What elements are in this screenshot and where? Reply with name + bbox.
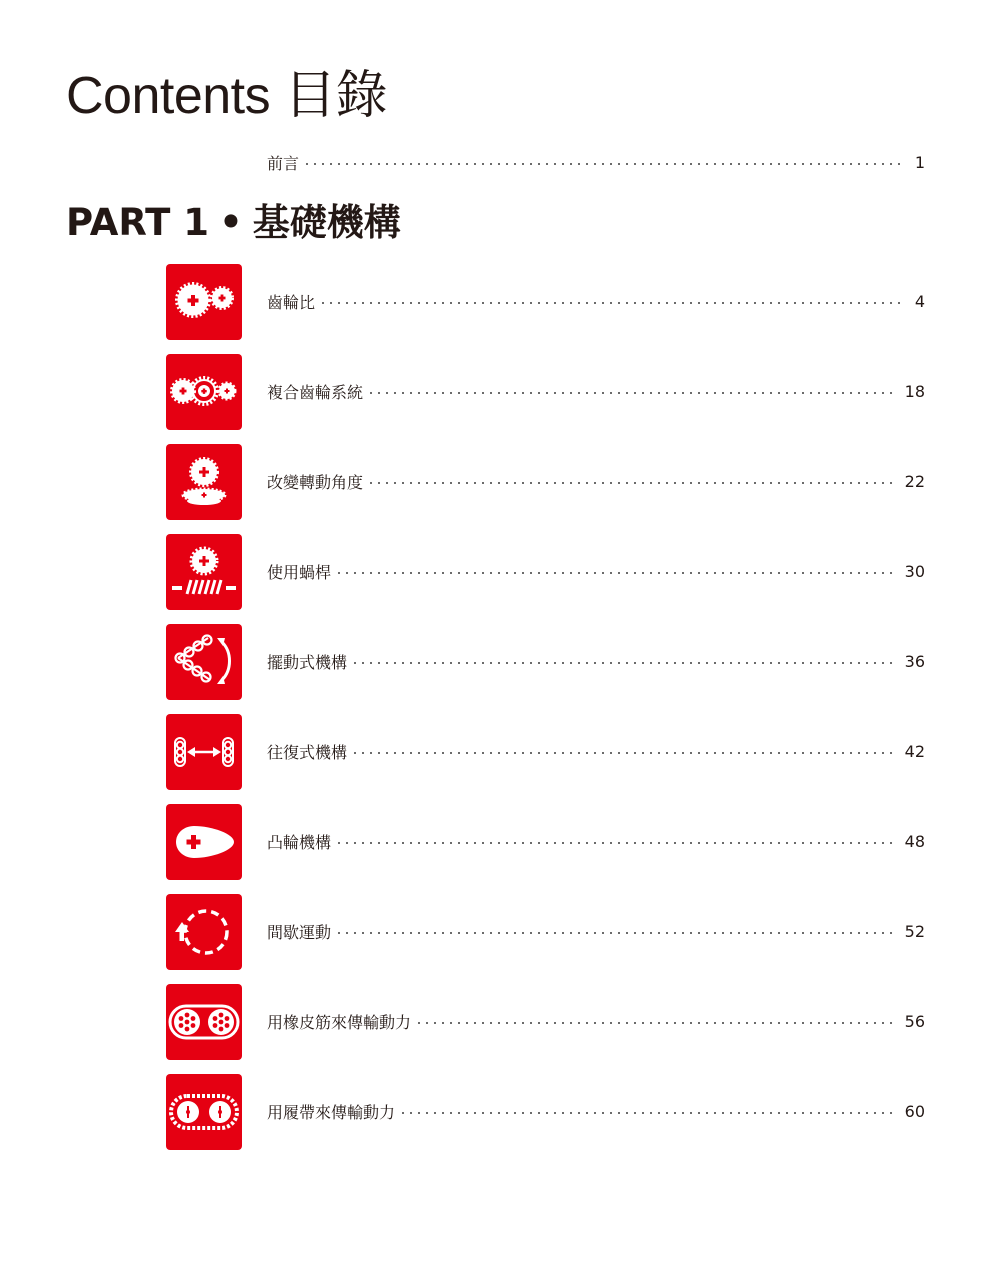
toc-entry-page: 4 (914, 291, 925, 311)
rubber-band-drive-icon (166, 984, 242, 1060)
dot-leader (367, 482, 895, 484)
dot-leader (415, 1022, 895, 1024)
dot-leader (319, 302, 905, 304)
toc-entry-page: 48 (904, 831, 925, 851)
worm-gear-icon (166, 534, 242, 610)
dot-leader (351, 752, 895, 754)
reciprocating-icon (166, 714, 242, 790)
toc-entry-page: 42 (904, 741, 925, 761)
toc-entry-label: 前言 (267, 153, 300, 173)
toc-entry-preface[interactable] (267, 149, 925, 175)
toc-entry-page: 52 (904, 921, 925, 941)
toc-entry[interactable] (267, 738, 925, 764)
toc-entry-label: 改變轉動角度 (267, 472, 364, 492)
page-title: Contents 目錄 (66, 67, 388, 125)
dot-leader (335, 572, 895, 574)
toc-entry[interactable] (267, 918, 925, 944)
dot-leader (303, 163, 905, 165)
part-number: PART 1 (66, 201, 210, 244)
toc-entry-label: 往復式機構 (267, 742, 348, 762)
intermittent-motion-icon (166, 894, 242, 970)
crawler-belt-icon (166, 1074, 242, 1150)
toc-entry-page: 1 (914, 152, 925, 172)
toc-entry[interactable] (267, 828, 925, 854)
toc-entry[interactable] (267, 648, 925, 674)
toc-entry[interactable] (267, 378, 925, 404)
dot-leader (399, 1112, 895, 1114)
bevel-gear-icon (166, 444, 242, 520)
toc-entry-page: 56 (904, 1011, 925, 1031)
toc-entry-label: 使用蝸桿 (267, 562, 332, 582)
cam-icon (166, 804, 242, 880)
dot-leader (335, 932, 895, 934)
toc-entry-label: 間歇運動 (267, 922, 332, 942)
toc-entry[interactable] (267, 288, 925, 314)
toc-entry[interactable] (267, 558, 925, 584)
dot-leader (351, 662, 895, 664)
gear-pair-icon (166, 264, 242, 340)
toc-entry-label: 複合齒輪系統 (267, 382, 364, 402)
toc-entry-label: 齒輪比 (267, 292, 316, 312)
part-bullet: • (219, 201, 243, 244)
compound-gear-icon (166, 354, 242, 430)
dot-leader (335, 842, 895, 844)
swing-linkage-icon (166, 624, 242, 700)
toc-entry-page: 36 (904, 651, 925, 671)
toc-entry[interactable] (267, 1008, 925, 1034)
toc-entry-page: 22 (904, 471, 925, 491)
toc-entry[interactable] (267, 1098, 925, 1124)
toc-entry-label: 用橡皮筋來傳輸動力 (267, 1012, 412, 1032)
toc-entry-label: 凸輪機構 (267, 832, 332, 852)
toc-entry-page: 30 (904, 561, 925, 581)
toc-entry[interactable] (267, 468, 925, 494)
toc-entry-page: 60 (904, 1101, 925, 1121)
part-name: 基礎機構 (252, 201, 401, 244)
dot-leader (367, 392, 895, 394)
toc-entry-label: 用履帶來傳輸動力 (267, 1102, 396, 1122)
toc-entry-page: 18 (904, 381, 925, 401)
toc-entry-label: 擺動式機構 (267, 652, 348, 672)
part-heading (66, 198, 401, 248)
